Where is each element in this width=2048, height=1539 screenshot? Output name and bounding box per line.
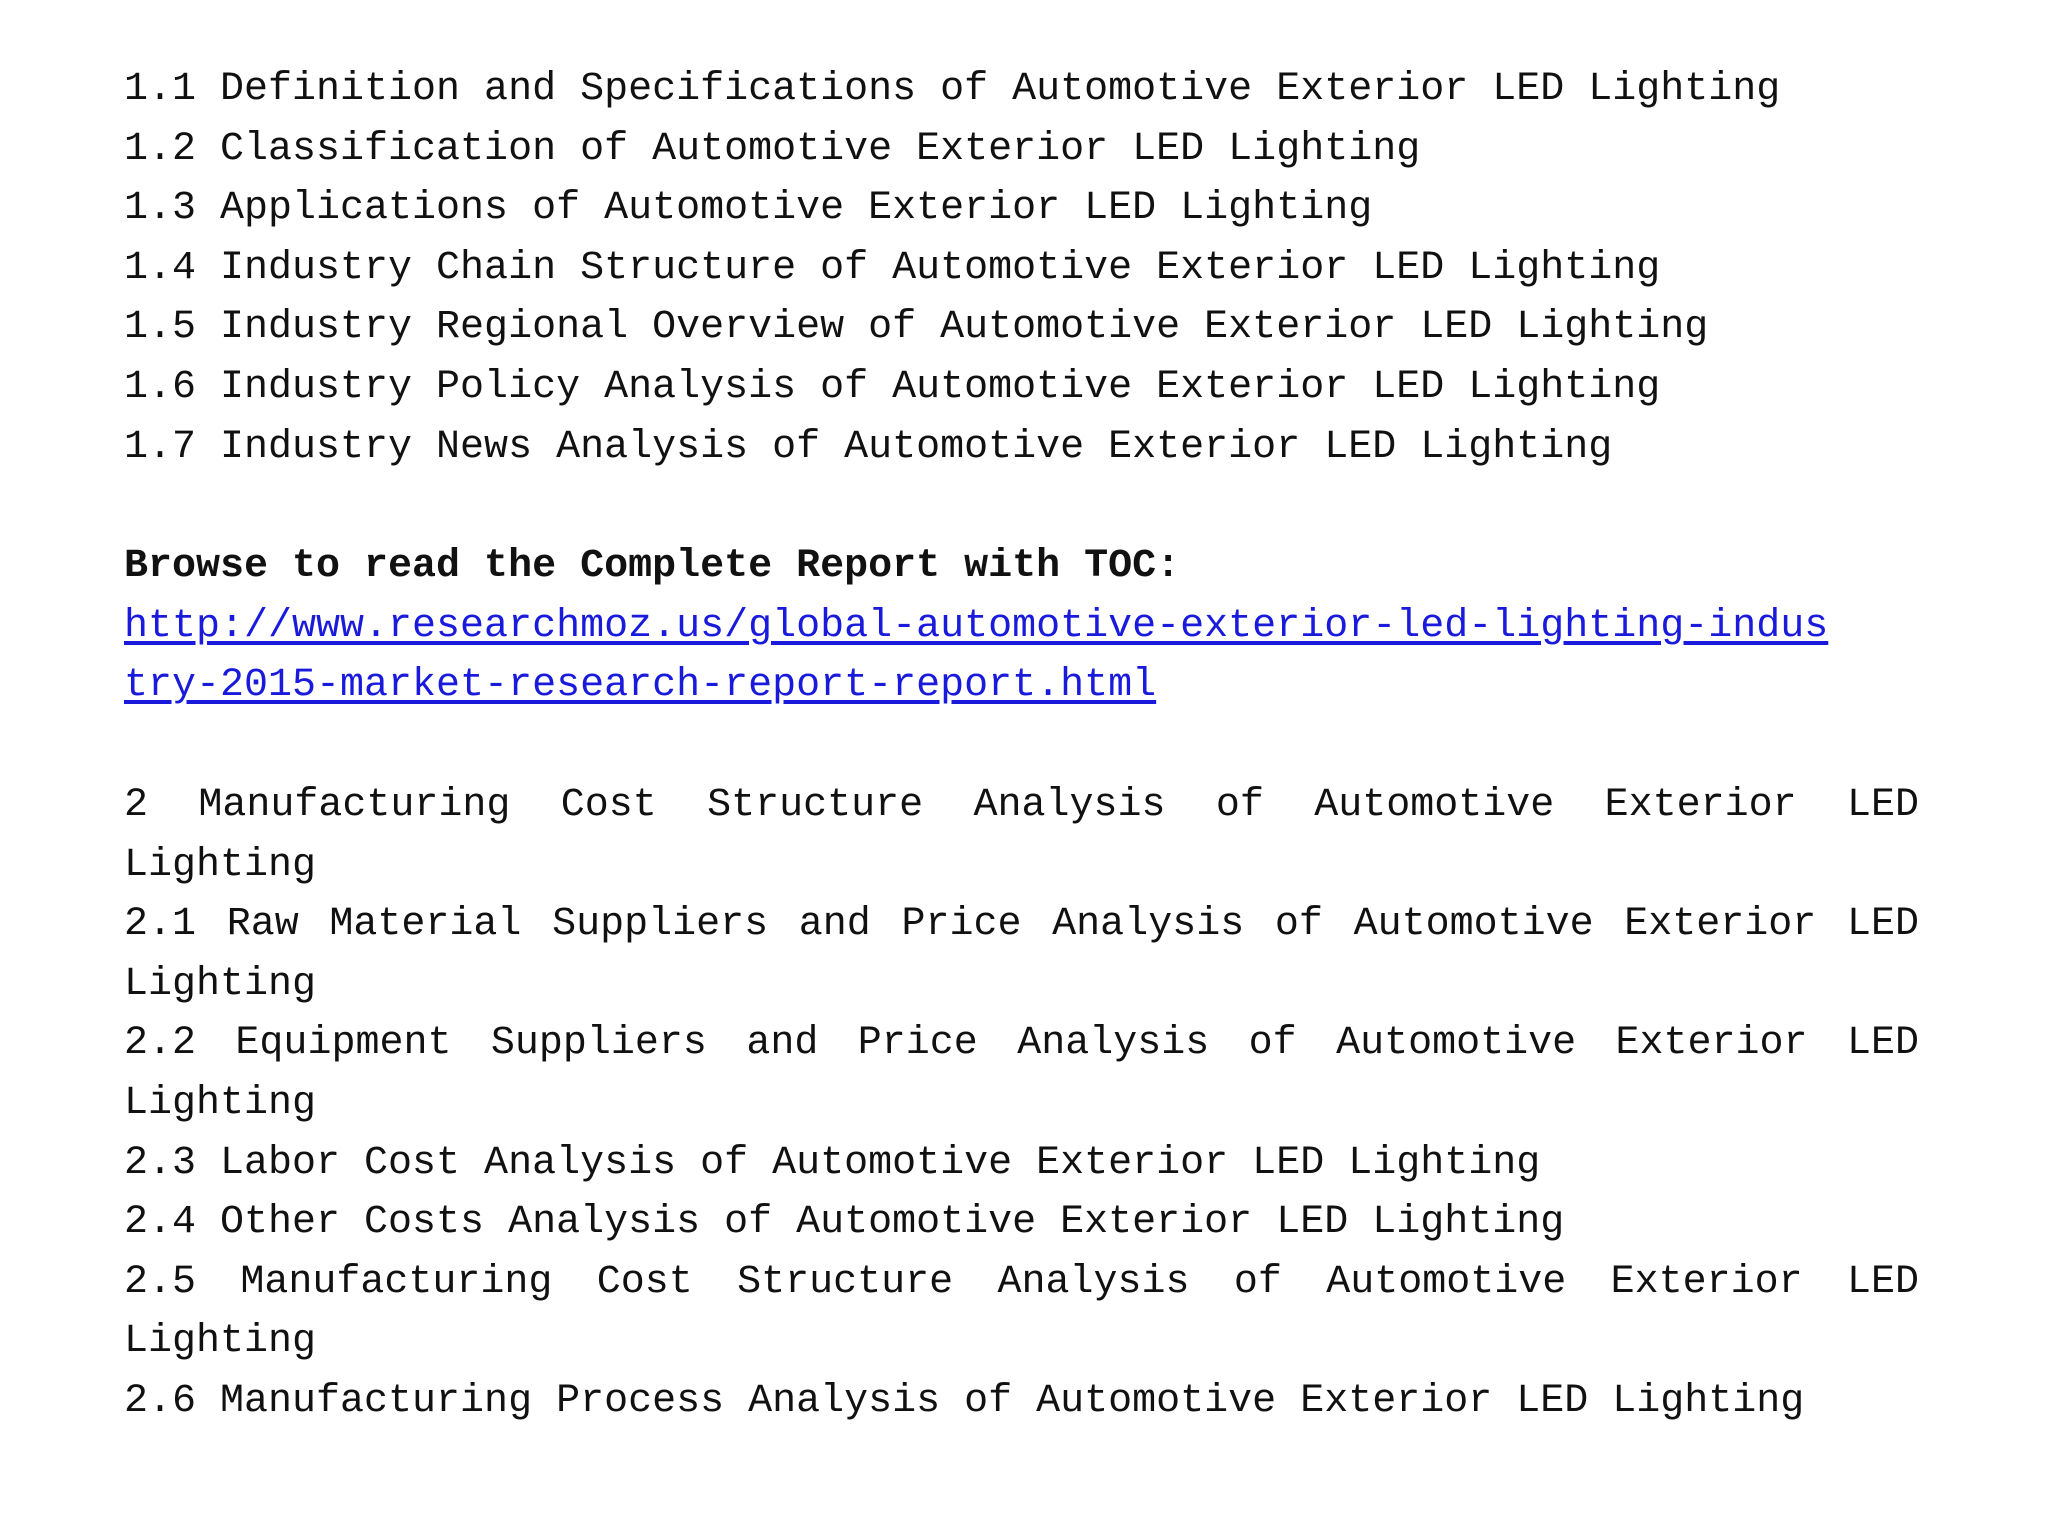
- toc-item-2-5: 2.5 Manufacturing Cost Structure Analysis of Automotive Exterior LED Lighting: [124, 1259, 1919, 1365]
- toc-item-2: 2 Manufacturing Cost Structure Analysis of Automotive Exterior LED Lighting: [124, 782, 1919, 888]
- toc-item-1-2: 1.2 Classification of Automotive Exterior LED Lighting: [124, 126, 1421, 172]
- browse-label: Browse to read the Complete Report with TOC:: [124, 544, 1181, 590]
- toc-item-2-2: 2.2 Equipment Suppliers and Price Analysis of Automotive Exterior LED Lighting: [124, 1021, 1919, 1126]
- toc-item-2-1: 2.1 Raw Material Suppliers and Price Analysis of Automotive Exterior LED Lighting: [124, 902, 1919, 1007]
- spacer: [124, 716, 1919, 776]
- toc-item-1-4: 1.4 Industry Chain Structure of Automotive Exterior LED Lighting: [124, 245, 1661, 291]
- toc-content: [124, 60, 1919, 1431]
- toc-item-1-5: 1.5 Industry Regional Overview of Automotive Exterior LED Lighting: [124, 305, 1709, 351]
- toc-item-1-1: 1.1 Definition and Specifications of Automotive Exterior LED Lighting: [124, 67, 1781, 112]
- toc-item-2-6: 2.6 Manufacturing Process Analysis of Automotive Exterior LED Lighting: [124, 1378, 1805, 1424]
- toc-item-2-3: 2.3 Labor Cost Analysis of Automotive Exterior LED Lighting: [124, 1140, 1541, 1186]
- toc-item-1-7: 1.7 Industry News Analysis of Automotive Exterior LED Lighting: [124, 424, 1613, 470]
- spacer: [124, 477, 1919, 537]
- toc-item-2-4: 2.4 Other Costs Analysis of Automotive Exterior LED Lighting: [124, 1200, 1565, 1246]
- toc-item-1-6: 1.6 Industry Policy Analysis of Automotive Exterior LED Lighting: [124, 364, 1661, 410]
- toc-item-1-3: 1.3 Applications of Automotive Exterior LED Lighting: [124, 186, 1373, 232]
- report-link[interactable]: http://www.researchmoz.us/global-automotive-exterior-led-lighting-industry-2015-market-research-report-report.html: [124, 603, 1829, 709]
